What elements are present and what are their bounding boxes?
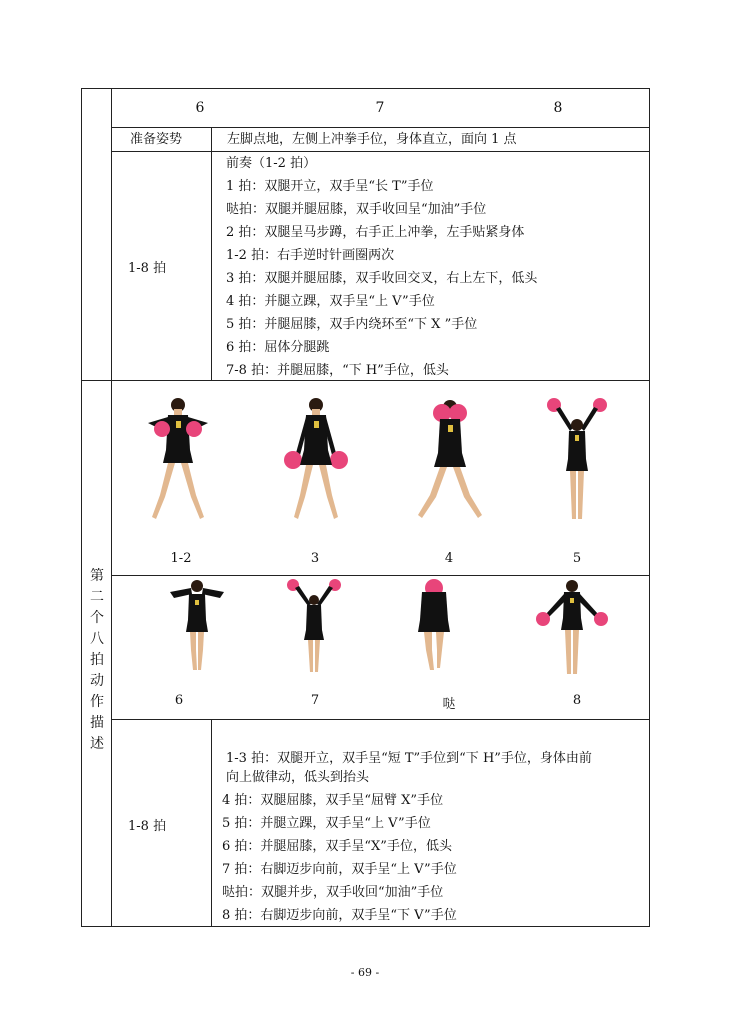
- block2-line: 哒拍：双腿并步，双手收回“加油”手位: [222, 885, 444, 900]
- row-divider: [111, 719, 650, 720]
- photo-label: 3: [310, 551, 320, 566]
- header-beat-8: 8: [553, 100, 563, 116]
- block1-line: 1 拍：双腿开立，双手呈“长 T”手位: [226, 179, 434, 194]
- side-char: 作: [90, 694, 104, 710]
- prep-label: 准备姿势: [130, 132, 183, 147]
- cheerleader-photo-da: [404, 578, 464, 674]
- table-border-left: [81, 88, 82, 927]
- table-border-right: [649, 88, 650, 927]
- label-column-divider: [211, 127, 212, 381]
- block2-line: 1-3 拍：双腿开立，双手呈“短 T”手位到“下 H”手位，身体由前: [226, 751, 592, 766]
- row-divider: [81, 380, 650, 381]
- label-column-divider: [211, 719, 212, 927]
- cheerleader-photo-1-2: [138, 395, 218, 525]
- block2-line: 4 拍：双腿屈膝，双手呈“屈臂 X”手位: [222, 793, 444, 808]
- block2-line: 5 拍：并腿立踝，双手呈“上 V”手位: [222, 816, 431, 831]
- block1-line: 4 拍：并腿立踝，双手呈“上 V”手位: [226, 294, 435, 309]
- photo-label: 7: [310, 693, 320, 708]
- prep-text: 左脚点地，左侧上冲拳手位，身体直立，面向 1 点: [227, 132, 517, 147]
- row-divider: [111, 575, 650, 576]
- block1-line: 1-2 拍：右手逆时针画圈两次: [226, 248, 395, 263]
- side-char: 述: [90, 736, 104, 752]
- section-column-divider: [111, 88, 112, 927]
- side-char: 描: [90, 715, 104, 731]
- cheerleader-photo-6: [164, 578, 230, 674]
- photo-label: 8: [572, 693, 582, 708]
- row-divider: [111, 151, 650, 152]
- section-side-label: [84, 566, 110, 755]
- header-beat-6: 6: [195, 100, 205, 116]
- block2-line: 8 拍：右脚迈步向前，双手呈“下 V”手位: [222, 908, 457, 923]
- block2-line: 6 拍：并腿屈膝，双手呈“X”手位，低头: [222, 839, 452, 854]
- block1-line: 哒拍：双腿并腿屈膝，双手收回呈“加油”手位: [226, 202, 487, 217]
- block1-line: 2 拍：双腿呈马步蹲，右手正上冲拳，左手贴紧身体: [226, 225, 525, 240]
- photo-label: 6: [174, 693, 184, 708]
- photo-label: 哒: [442, 697, 456, 712]
- row-divider: [111, 127, 650, 128]
- photo-label: 1-2: [170, 551, 192, 566]
- side-char: 个: [90, 610, 104, 626]
- block1-line: 前奏（1-2 拍）: [226, 156, 317, 171]
- block1-line: 6 拍：屈体分腿跳: [226, 340, 330, 355]
- table-border-bottom: [81, 926, 650, 927]
- side-char: 拍: [90, 652, 104, 668]
- block2-line: 向上做律动，低头到抬头: [226, 770, 370, 785]
- block1-line: 3 拍：双腿并腿屈膝，双手收回交叉，右上左下，低头: [226, 271, 538, 286]
- block2-label: 1-8 拍: [128, 819, 167, 834]
- cheerleader-photo-4: [410, 395, 490, 525]
- table-border-top: [81, 88, 650, 89]
- page-number: - 69 -: [350, 966, 380, 979]
- block1-label: 1-8 拍: [128, 261, 167, 276]
- side-char: 八: [90, 631, 104, 647]
- side-char: 第: [90, 568, 104, 584]
- cheerleader-photo-5: [538, 395, 618, 525]
- photo-label: 5: [572, 551, 582, 566]
- photo-label: 4: [444, 551, 454, 566]
- block1-line: 7-8 拍：并腿屈膝，“下 H”手位，低头: [226, 363, 449, 378]
- block1-line: 5 拍：并腿屈膝，双手内绕环至“下 X ”手位: [226, 317, 478, 332]
- cheerleader-photo-8: [532, 578, 612, 678]
- side-char: 二: [90, 589, 104, 605]
- cheerleader-photo-3: [276, 395, 356, 525]
- cheerleader-photo-7: [284, 578, 344, 674]
- header-beat-7: 7: [375, 100, 385, 116]
- block2-line: 7 拍：右脚迈步向前，双手呈“上 V”手位: [222, 862, 457, 877]
- side-char: 动: [90, 673, 104, 689]
